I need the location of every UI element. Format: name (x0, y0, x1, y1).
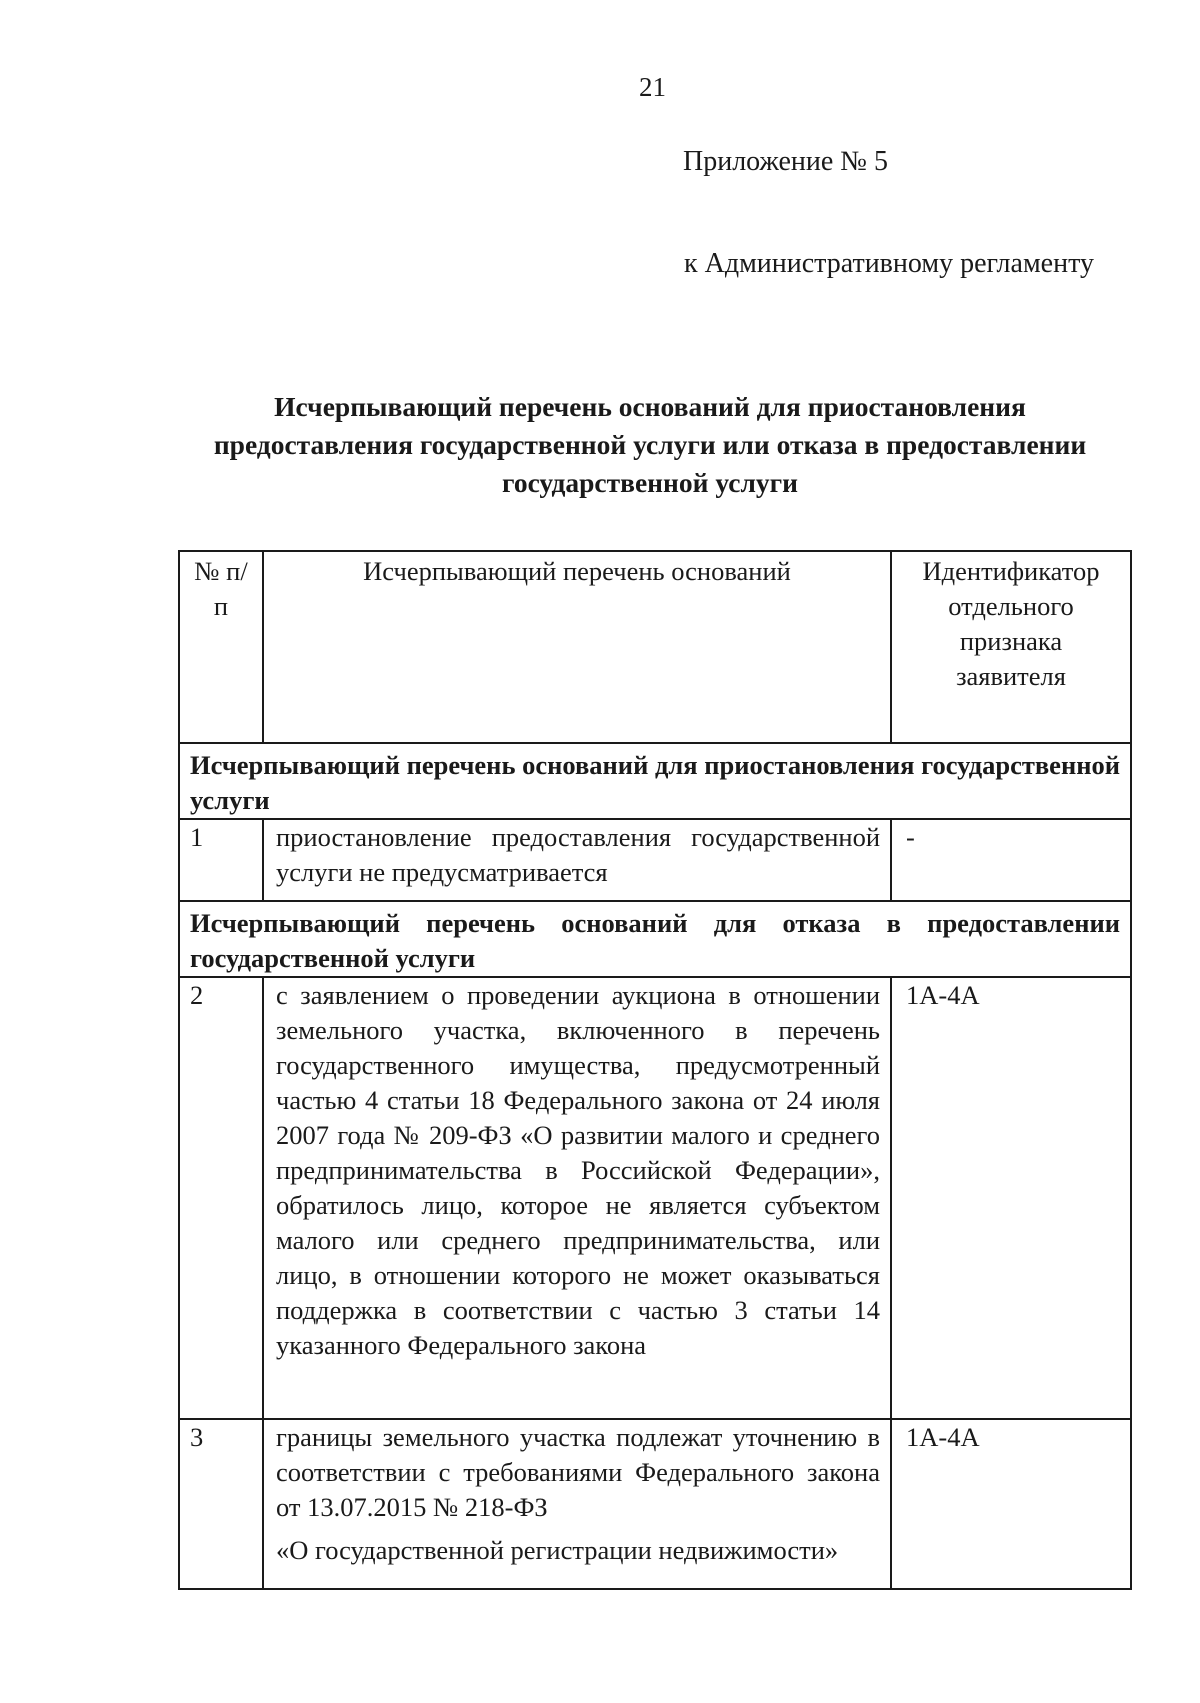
row-number: 1 (179, 819, 263, 901)
appendix-reference: к Административному регламенту (684, 248, 1094, 279)
grounds-table (178, 550, 1132, 1590)
table-row (179, 819, 1131, 901)
row-paragraph: «О государственной регистрации недвижимости» (276, 1535, 839, 1565)
title-line: государственной услуги (502, 467, 798, 498)
title-line: предоставления государственной услуги или отказа в предоставлении (213, 429, 1087, 460)
section-title: Исчерпывающий перечень оснований для приостановления государственной услуги (179, 743, 1131, 819)
row-number: 2 (179, 977, 263, 1419)
row-identifier: - (891, 819, 1131, 901)
appendix-label: Приложение № 5 (683, 146, 888, 177)
document-title (150, 388, 1150, 502)
row-paragraph: приостановление предоставления государственной услуги не предусматривается (276, 822, 880, 887)
table-row (179, 977, 1131, 1419)
section-title: Исчерпывающий перечень оснований для отказа в предоставлении государственной услуги (179, 901, 1131, 977)
row-paragraph: границы земельного участка подлежат уточнению в соответствии с требованиями Федерального закона от 13.07.2015 № 218-ФЗ (276, 1422, 880, 1522)
section-row-suspension (179, 743, 1131, 819)
section-row-refusal (179, 901, 1131, 977)
title-line: Исчерпывающий перечень оснований для приостановления (274, 391, 1026, 422)
row-identifier: 1А-4А (891, 977, 1131, 1419)
row-grounds (263, 1419, 891, 1589)
header-grounds: Исчерпывающий перечень оснований (263, 551, 891, 743)
header-number: № п/п (179, 551, 263, 743)
row-grounds (263, 977, 891, 1419)
row-paragraph: с заявлением о проведении аукциона в отношении земельного участка, включенного в перечень государственного имущества, предусмотренный частью 4 статьи 18 Федерального закона от 24 июля 2007 года № 209-ФЗ «О развитии малого и среднего предпринимательства в Российской Федерации», обратилось лицо, которое не является субъектом малого или среднего предпринимательства, или лицо, в отношении которого не может оказываться поддержка в соответствии с частью 3 статьи 14 указанного Федерального закона (276, 980, 880, 1360)
row-grounds (263, 819, 891, 901)
row-identifier: 1А-4А (891, 1419, 1131, 1589)
header-identifier: Идентификатор отдельного признака заявителя (891, 551, 1131, 743)
row-number: 3 (179, 1419, 263, 1589)
table-header-row (179, 551, 1131, 743)
page-number: 21 (639, 72, 666, 102)
table-row (179, 1419, 1131, 1589)
